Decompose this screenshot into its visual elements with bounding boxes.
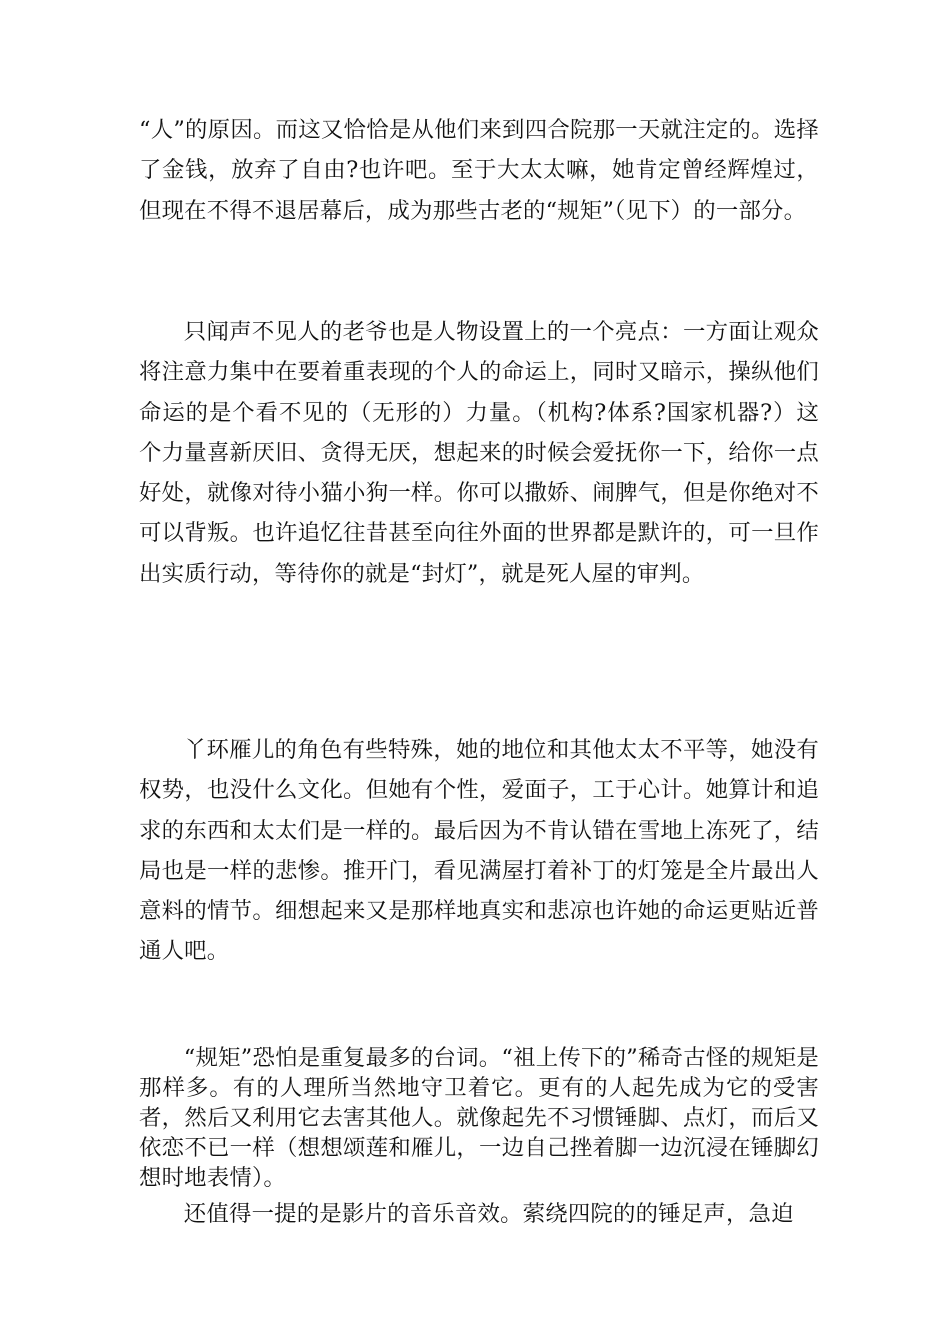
paragraph-2: 只闻声不见人的老爷也是人物设置上的一个亮点：一方面让观众将注意力集中在要着重表现的个人的命运上，同时又暗示，操纵他们命运的是个看不见的（无形的）力量。（机构?体系?国家机器?）这个力量喜新厌旧、贪得无厌，想起来的时候会爱抚你一下，给你一点好处，就像对待小猫小狗一样。你可以撒娇、闹脾气，但是你绝对不可以背叛。也许追忆往昔甚至向往外面的世界都是默许的，可一旦作出实质行动，等待你的就是“封灯”，就是死人屋的审判。 xyxy=(139,319,819,587)
paragraph-4: “规矩”恐怕是重复最多的台词。“祖上传下的”稀奇古怪的规矩是那样多。有的人理所当然地守卫着它。更有的人起先成为它的受害者，然后又利用它去害其他人。就像起先不习惯锤脚、点灯，而后又依恋不已一样（想想颂莲和雁儿，一边自己挫着脚一边沉浸在锤脚幻想时地表情）。 xyxy=(139,1045,819,1191)
paragraph-1: “人”的原因。而这又恰恰是从他们来到四合院那一天就注定的。选择了金钱，放弃了自由?也许吧。至于大太太嘛，她肯定曾经辉煌过，但现在不得不退居幕后，成为那些古老的“规矩”（见下）的一部分。 xyxy=(139,117,819,224)
paragraph-5: 还值得一提的是影片的音乐音效。萦绕四院的的锤足声，急迫 xyxy=(183,1201,794,1227)
paragraph-3: 丫环雁儿的角色有些特殊，她的地位和其他太太不平等，她没有权势，也没什么文化。但她有个性，爱面子，工于心计。她算计和追求的东西和太太们是一样的。最后因为不肯认错在雪地上冻死了，结局也是一样的悲惨。推开门，看见满屋打着补丁的灯笼是全片最出人意料的情节。细想起来又是那样地真实和悲凉也许她的命运更贴近普通人吧。 xyxy=(139,737,819,965)
